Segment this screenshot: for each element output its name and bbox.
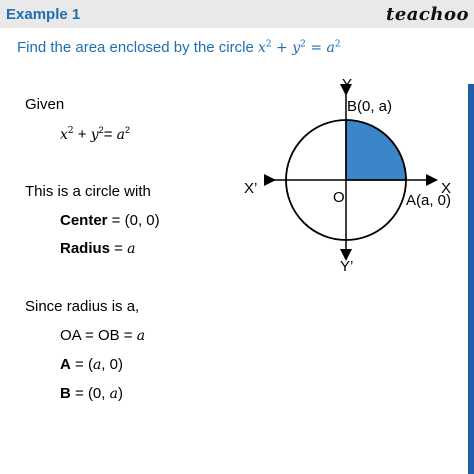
- question-text: [17, 39, 341, 56]
- x-neg-axis-label: X’: [244, 180, 258, 197]
- point-a-label: A(a, 0): [406, 192, 452, 209]
- y-neg-axis-label: Y’: [340, 258, 354, 275]
- y-axis-label: Y: [342, 76, 353, 93]
- oa-ob-line: OA = OB = a: [60, 327, 146, 344]
- question-prefix: Find the area enclosed by the circle: [17, 39, 258, 56]
- circle-line: This is a circle with: [25, 183, 151, 200]
- example-title: Example 1: [6, 6, 81, 23]
- given-equation: $x^2 + y^2= a^2$: [60, 125, 130, 143]
- side-stripe: [468, 84, 474, 474]
- point-b-line: B = (0, a): [60, 385, 123, 402]
- center-line: Center = (0, 0): [60, 212, 160, 229]
- since-line: Since radius is a,: [25, 298, 140, 315]
- origin-label: O: [333, 189, 345, 206]
- question-equation: $x^2 + y^2 = a^2$: [257, 39, 341, 56]
- x-axis-label: X: [441, 180, 452, 197]
- point-a-line: A = (a, 0): [60, 356, 123, 373]
- point-b-label: B(0, a): [347, 98, 393, 115]
- radius-line: Radius = a: [60, 240, 136, 257]
- teachoo-logo: teachoo: [386, 4, 469, 25]
- given-label: Given: [25, 96, 65, 113]
